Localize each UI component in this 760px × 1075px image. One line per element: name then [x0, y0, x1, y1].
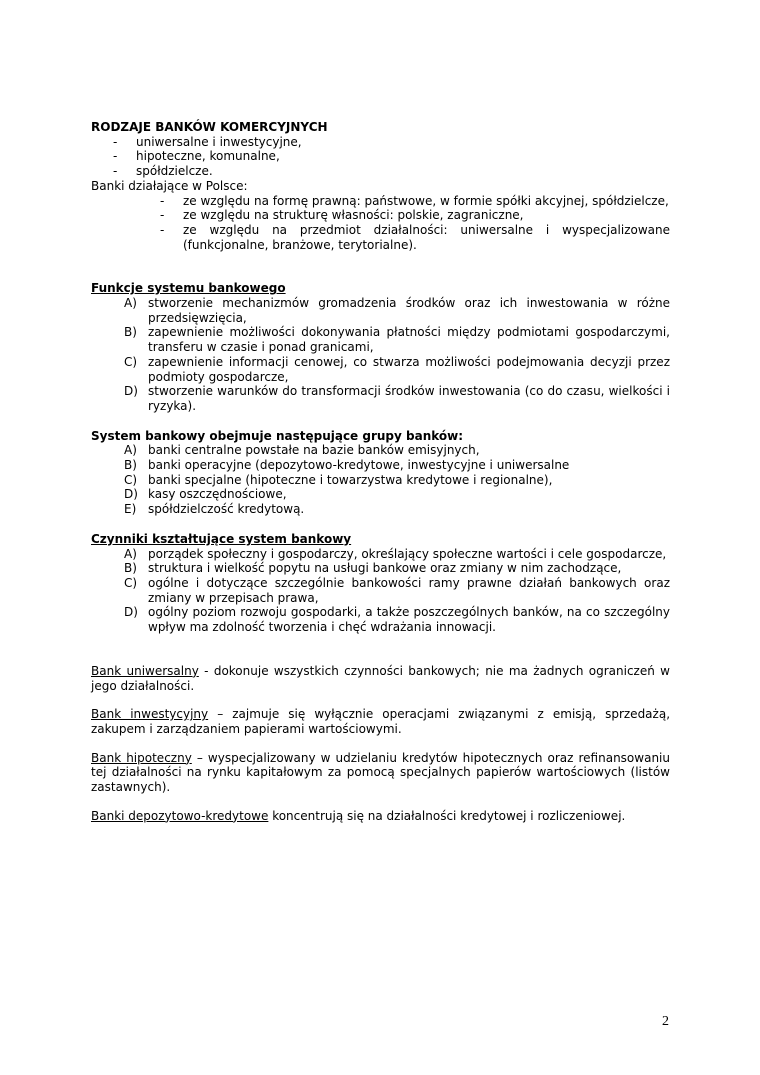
list-item-text: struktura i wielkość popytu na usługi bankowe oraz zmiany w nim zachodzące,	[148, 561, 622, 576]
poland-criteria-list	[91, 194, 670, 253]
list-item	[91, 223, 670, 252]
definition-term: Bank hipoteczny	[91, 750, 192, 765]
list-marker: E)	[124, 502, 137, 517]
definition-universal	[91, 664, 670, 693]
list-item-text: stworzenie mechanizmów gromadzenia środków oraz ich inwestowania w różne przedsięwzięcia,	[148, 296, 670, 325]
list-item	[91, 605, 670, 634]
list-item	[91, 149, 670, 164]
list-marker: -	[160, 193, 165, 208]
page-number: 2	[662, 1014, 669, 1029]
list-item	[91, 458, 670, 473]
list-item-text: stworzenie warunków do transformacji środków inwestowania (co do czasu, wielkości i ryzyka).	[148, 384, 670, 413]
list-marker: A)	[124, 546, 137, 561]
list-marker: -	[160, 208, 165, 223]
list-item-text: uniwersalne i inwestycyjne,	[136, 134, 302, 149]
factors-heading: Czynniki kształtujące system bankowy	[91, 531, 352, 546]
functions-list	[91, 296, 670, 414]
list-marker: C)	[124, 575, 138, 590]
list-marker: -	[160, 222, 165, 237]
list-item-text: banki centralne powstałe na bazie banków emisyjnych,	[148, 443, 480, 458]
definition-text: koncentrują się na działalności kredytowej i rozliczeniowej.	[268, 808, 626, 823]
list-item-text: ze względu na strukturę własności: polskie, zagraniczne,	[183, 208, 524, 223]
list-item-text: ze względu na formę prawną: państwowe, w formie spółki akcyjnej, spółdzielcze,	[183, 193, 669, 208]
list-marker: D)	[124, 605, 138, 620]
list-item	[91, 164, 670, 179]
list-item-text: banki operacyjne (depozytowo-kredytowe, inwestycyjne i uniwersalne	[148, 458, 570, 473]
list-item-text: porządek społeczny i gospodarczy, określający społeczne wartości i cele gospodarcze,	[148, 546, 667, 561]
document-page	[91, 120, 670, 823]
definition-text: - dokonuje wszystkich czynności bankowych; nie ma żadnych ograniczeń w jego działalności.	[91, 663, 670, 693]
list-item-text: ogólne i dotyczące szczególnie bankowości ramy prawne działań bankowych oraz zmiany w przepisach prawa,	[148, 575, 670, 605]
list-marker: B)	[124, 458, 137, 473]
list-item	[91, 355, 670, 384]
main-heading: RODZAJE BANKÓW KOMERCYJNYCH	[91, 120, 328, 134]
list-marker: B)	[124, 561, 137, 576]
list-item-text: zapewnienie możliwości dokonywania płatności między podmiotami gospodarczymi, transferu w czasie i ponad granicami,	[148, 325, 670, 355]
list-item	[91, 296, 670, 325]
list-item-text: hipoteczne, komunalne,	[136, 149, 280, 164]
list-marker: C)	[124, 472, 138, 487]
list-item	[91, 208, 670, 223]
list-item	[91, 443, 670, 458]
definition-text: – zajmuje się wyłącznie operacjami związanymi z emisją, sprzedażą, zakupem i zarządzaniem papierami wartościowymi.	[91, 707, 671, 736]
list-item	[91, 561, 670, 576]
definition-investment	[91, 707, 670, 736]
list-marker: -	[113, 164, 118, 179]
factors-list	[91, 547, 670, 635]
list-marker: -	[113, 134, 118, 149]
list-item-text: banki specjalne (hipoteczne i towarzystwa kredytowe i regionalne),	[148, 472, 553, 487]
list-marker: B)	[124, 325, 137, 340]
definition-deposit-credit	[91, 809, 670, 824]
list-item-text: ogólny poziom rozwoju gospodarki, a także poszczególnych banków, na co szczególny wpływ ma zdolność tworzenia i chęć wdrażania innowacji.	[148, 605, 670, 635]
list-item	[91, 194, 670, 209]
list-item	[91, 473, 670, 488]
definition-text: – wyspecjalizowany w udzielaniu kredytów hipotecznych oraz refinansowaniu tej działalności na rynku kapitałowym za pomocą specjalnych papierów wartościowych (listów zastawnych).	[91, 750, 670, 795]
bank-types-list	[91, 135, 670, 179]
definition-term: Bank uniwersalny	[91, 663, 199, 678]
list-marker: D)	[124, 384, 138, 399]
list-item	[91, 487, 670, 502]
list-item	[91, 135, 670, 150]
groups-list	[91, 443, 670, 517]
list-marker: A)	[124, 296, 137, 311]
list-marker: A)	[124, 443, 137, 458]
list-item-text: ze względu na przedmiot działalności: uniwersalne i wyspecjalizowane (funkcjonalne, branżowe, terytorialne).	[183, 222, 670, 252]
groups-heading: System bankowy obejmuje następujące grupy banków:	[91, 428, 464, 443]
list-item-text: spółdzielcze.	[136, 164, 213, 179]
list-item	[91, 325, 670, 354]
list-item-text: zapewnienie informacji cenowej, co stwarza możliwości podejmowania decyzji przez podmioty gospodarcze,	[148, 354, 670, 384]
list-marker: -	[113, 149, 118, 164]
definition-mortgage	[91, 751, 670, 795]
list-item	[91, 547, 670, 562]
list-item	[91, 576, 670, 605]
list-item-text: spółdzielczość kredytową.	[148, 502, 305, 517]
list-marker: D)	[124, 487, 138, 502]
definition-term: Bank inwestycyjny	[91, 707, 209, 722]
list-marker: C)	[124, 354, 138, 369]
definition-term: Banki depozytowo-kredytowe	[91, 808, 269, 823]
poland-intro: Banki działające w Polsce:	[91, 178, 248, 193]
list-item-text: kasy oszczędnościowe,	[148, 487, 287, 502]
list-item	[91, 384, 670, 413]
list-item	[91, 502, 670, 517]
functions-heading: Funkcje systemu bankowego	[91, 281, 286, 296]
